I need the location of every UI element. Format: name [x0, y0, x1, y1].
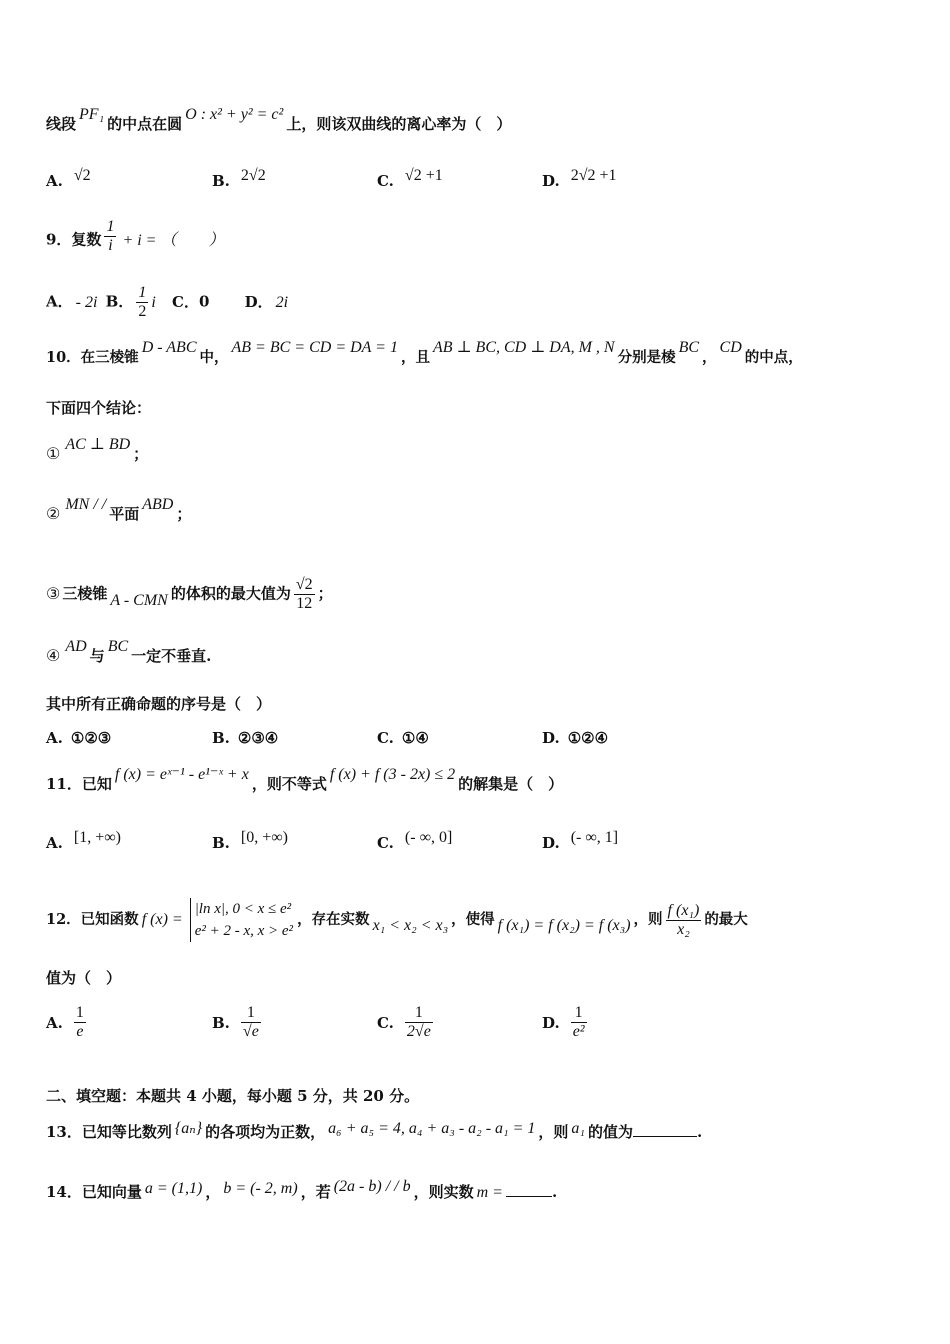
q8-option-b: B. 2√2 [212, 167, 266, 190]
q8-math-pf: PF₁ [79, 106, 105, 123]
q8-text-a: 线段 [46, 115, 77, 133]
q9-option-b: $\frac{1}{2}$ [138, 284, 147, 320]
q9-option-c-label: C． [172, 292, 199, 311]
q10-option-d: D. ①②④ [542, 729, 609, 747]
q9-option-b-label: B． [105, 292, 134, 311]
q9-stem [46, 218, 910, 255]
q12-option-d: D. $\frac{1}{\text{e²}}$ [542, 1004, 585, 1040]
q8-text-b: 的中点在圆 [107, 115, 183, 133]
q9-option-c: 0 [198, 292, 210, 311]
q12-option-a: A. $\frac{1}{e}$ [46, 1004, 84, 1040]
q9-tail: + i = （ ） [122, 231, 225, 249]
q12-stem-2: 值为（ ） [46, 969, 122, 987]
q11-option-a: A. [1, +∞) [46, 829, 121, 852]
q8-stem [46, 106, 910, 135]
q9-option-a: - 2i [75, 293, 98, 311]
q12-fraction: $\frac{\text{f (x₁)}}{\text{x₂}}$ [667, 901, 700, 938]
q8-text-c: 上，则该双曲线的离心率为（ ） [286, 115, 512, 133]
q9-fraction: $\frac{1}{i}$ [106, 218, 115, 254]
q11-option-d: D. (- ∞, 1] [542, 829, 619, 852]
q12-stem: 12．已知函数 f (x) = |ln x|, 0 < x ≤ e² e² + 2 - x, x > e² ，存在实数 x₁ < x₂ < x₃ ，使得 f (x₁) = f (x₂) = f (x₃) ，则 $\frac{\text{f (x₁)}}{\text{x₂}}$ 的最大 [46, 898, 910, 942]
q9-option-d: 2i [275, 293, 289, 311]
q8-option-a: A. √2 [46, 167, 91, 190]
q13-answer-blank[interactable] [633, 1122, 697, 1137]
q10-c3-fraction: $\frac{√2}{12}$ [295, 576, 313, 612]
q14-answer-blank[interactable] [506, 1182, 552, 1197]
q9-option-a-label: A． [46, 292, 73, 311]
q10-intro: 下面四个结论： [46, 399, 152, 417]
q10-option-c: C. ①④ [377, 729, 429, 747]
q9-option-d-label: D． [244, 292, 273, 311]
q10-conclusion-3: ③ 三棱锥 A - CMN 的体积的最大值为 $\frac{√2}{12}$ ； [46, 576, 333, 612]
q14-stem: 14．已知向量 a = (1,1) ， b = (- 2, m) ，若 (2a - b) / / b ，则实数 m = . [46, 1178, 558, 1201]
q10-conclusion-2: ② MN / /平面ABD； [46, 496, 192, 523]
q10-option-b: B. ②③④ [212, 729, 279, 747]
section-2-heading: 二、填空题：本题共 4 小题，每小题 5 分，共 20 分。 [46, 1087, 420, 1105]
q11-option-c: C. (- ∞, 0] [377, 829, 453, 852]
q8-math-circle: O : x² + y² = c² [185, 106, 284, 123]
q11-option-b: B. [0, +∞) [212, 829, 288, 852]
q12-piecewise: |ln x|, 0 < x ≤ e² e² + 2 - x, x > e² [190, 898, 293, 942]
q13-stem: 13．已知等比数列 {aₙ} 的各项均为正数， a₆ + a₅ = 4, a₄ + a₃ - a₂ - a₁ = 1 ，则 a₁ 的值为 . [46, 1120, 703, 1141]
q8-option-d: D. 2√2 +1 [542, 167, 617, 190]
q10-conclusion-4: ④ AD与BC一定不垂直. [46, 638, 212, 665]
q8-option-c: C. √2 +1 [377, 167, 443, 190]
q10-conclusion-1: ① AC ⊥ BD； [46, 436, 149, 463]
q12-option-b: B. $\frac{1}{√e}$ [212, 1004, 259, 1040]
q10-option-a: A. ①②③ [46, 729, 112, 747]
q9-number: 9．复数 [46, 230, 102, 249]
q9-options: A． - 2i B． $\frac{1}{2}$ i C．0 D． 2i [46, 284, 289, 320]
q10-question: 其中所有正确命题的序号是（ ） [46, 695, 272, 713]
q11-stem: 11．已知f (x) = eˣ⁻¹ - e¹⁻ˣ + x，则不等式f (x) + f (3 - 2x) ≤ 2的解集是（ ） [46, 766, 564, 793]
q10-stem: 10．在三棱锥D - ABC中，AB = BC = CD = DA = 1，且AB ⊥ BC, CD ⊥ DA, M , N分别是棱BC，CD的中点， [46, 339, 803, 366]
q12-option-c: C. $\frac{1}{2√e}$ [377, 1004, 431, 1040]
